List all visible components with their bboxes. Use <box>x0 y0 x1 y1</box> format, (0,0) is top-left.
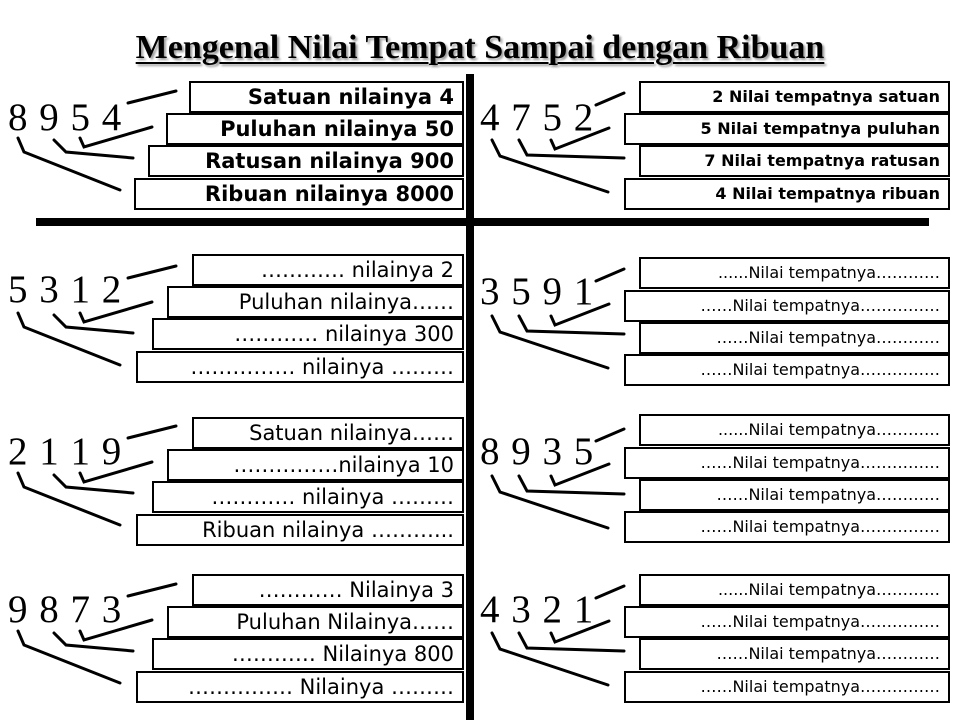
place-value-box: ……Nilai tempatnya………… <box>639 322 950 354</box>
place-value-box: 2 Nilai tempatnya satuan <box>639 81 950 113</box>
connector-line <box>128 584 176 596</box>
place-value-box: ……Nilai tempatnya…………… <box>624 511 950 543</box>
number-display: 8 9 3 5 <box>480 430 595 473</box>
connector-line <box>128 266 176 278</box>
connector-line <box>18 138 120 190</box>
connector-line <box>492 476 608 528</box>
place-value-box: …………… nilainya ……… <box>136 351 464 383</box>
page-title: Mengenal Nilai Tempat Sampai dengan Ribuan <box>135 29 825 66</box>
place-value-box: ......Nilai tempatnya………… <box>639 414 950 446</box>
number-display: 4 3 2 1 <box>480 588 595 631</box>
place-value-box: ……Nilai tempatnya…………… <box>624 671 950 703</box>
connector-line <box>492 633 608 685</box>
place-value-box: Ribuan nilainya ………... <box>136 514 464 546</box>
connector-line <box>18 473 120 525</box>
connector-line <box>596 586 624 598</box>
connector-line <box>18 631 120 683</box>
connector-line <box>128 426 176 438</box>
place-value-box: 4 Nilai tempatnya ribuan <box>624 178 950 210</box>
place-value-box: Ribuan nilainya 8000 <box>134 178 464 210</box>
place-value-box: ……Nilai tempatnya…………… <box>624 290 950 322</box>
connector-line <box>596 269 624 281</box>
place-value-box: ……Nilai tempatnya…………… <box>624 354 950 386</box>
place-value-box: Satuan nilainya…… <box>192 417 464 449</box>
number-display: 3 5 9 1 <box>480 270 595 313</box>
place-value-box: ………… nilainya ……… <box>152 481 464 513</box>
place-value-box: Puluhan Nilainya…… <box>167 606 464 638</box>
place-value-box: Puluhan nilainya 50 <box>166 113 464 145</box>
connector-line <box>492 316 608 368</box>
place-value-box: ………… Nilainya 800 <box>152 638 464 670</box>
place-value-box: Puluhan nilainya…… <box>167 286 464 318</box>
place-value-box: ……Nilai tempatnya………… <box>639 479 950 511</box>
connector-line <box>128 91 176 103</box>
connector-line <box>18 313 120 365</box>
number-display: 5 3 1 2 <box>8 268 123 311</box>
place-value-box: ………… nilainya 2 <box>192 254 464 286</box>
place-value-box: ………… nilainya 300 <box>152 318 464 350</box>
place-value-box: ……………nilainya 10 <box>167 449 464 481</box>
place-value-box: …………… Nilainya ……… <box>136 671 464 703</box>
place-value-box: ………… Nilainya 3 <box>192 574 464 606</box>
number-display: 4 7 5 2 <box>480 96 595 139</box>
place-value-box: ……Nilai tempatnya…………… <box>624 606 950 638</box>
connector-line <box>492 140 608 192</box>
number-display: 2 1 1 9 <box>8 430 123 473</box>
number-display: 9 8 7 3 <box>8 588 123 631</box>
place-value-box: Satuan nilainya 4 <box>189 81 464 113</box>
place-value-box: ……Nilai tempatnya………… <box>639 638 950 670</box>
place-value-box: 5 Nilai tempatnya puluhan <box>624 113 950 145</box>
connector-line <box>596 93 624 105</box>
place-value-box: Ratusan nilainya 900 <box>148 145 464 177</box>
place-value-box: ......Nilai tempatnya………… <box>639 257 950 289</box>
connector-line <box>596 429 624 441</box>
place-value-box: 7 Nilai tempatnya ratusan <box>639 145 950 177</box>
number-display: 8 9 5 4 <box>8 96 123 139</box>
place-value-box: ……Nilai tempatnya…………… <box>624 447 950 479</box>
place-value-box: ......Nilai tempatnya………… <box>639 574 950 606</box>
